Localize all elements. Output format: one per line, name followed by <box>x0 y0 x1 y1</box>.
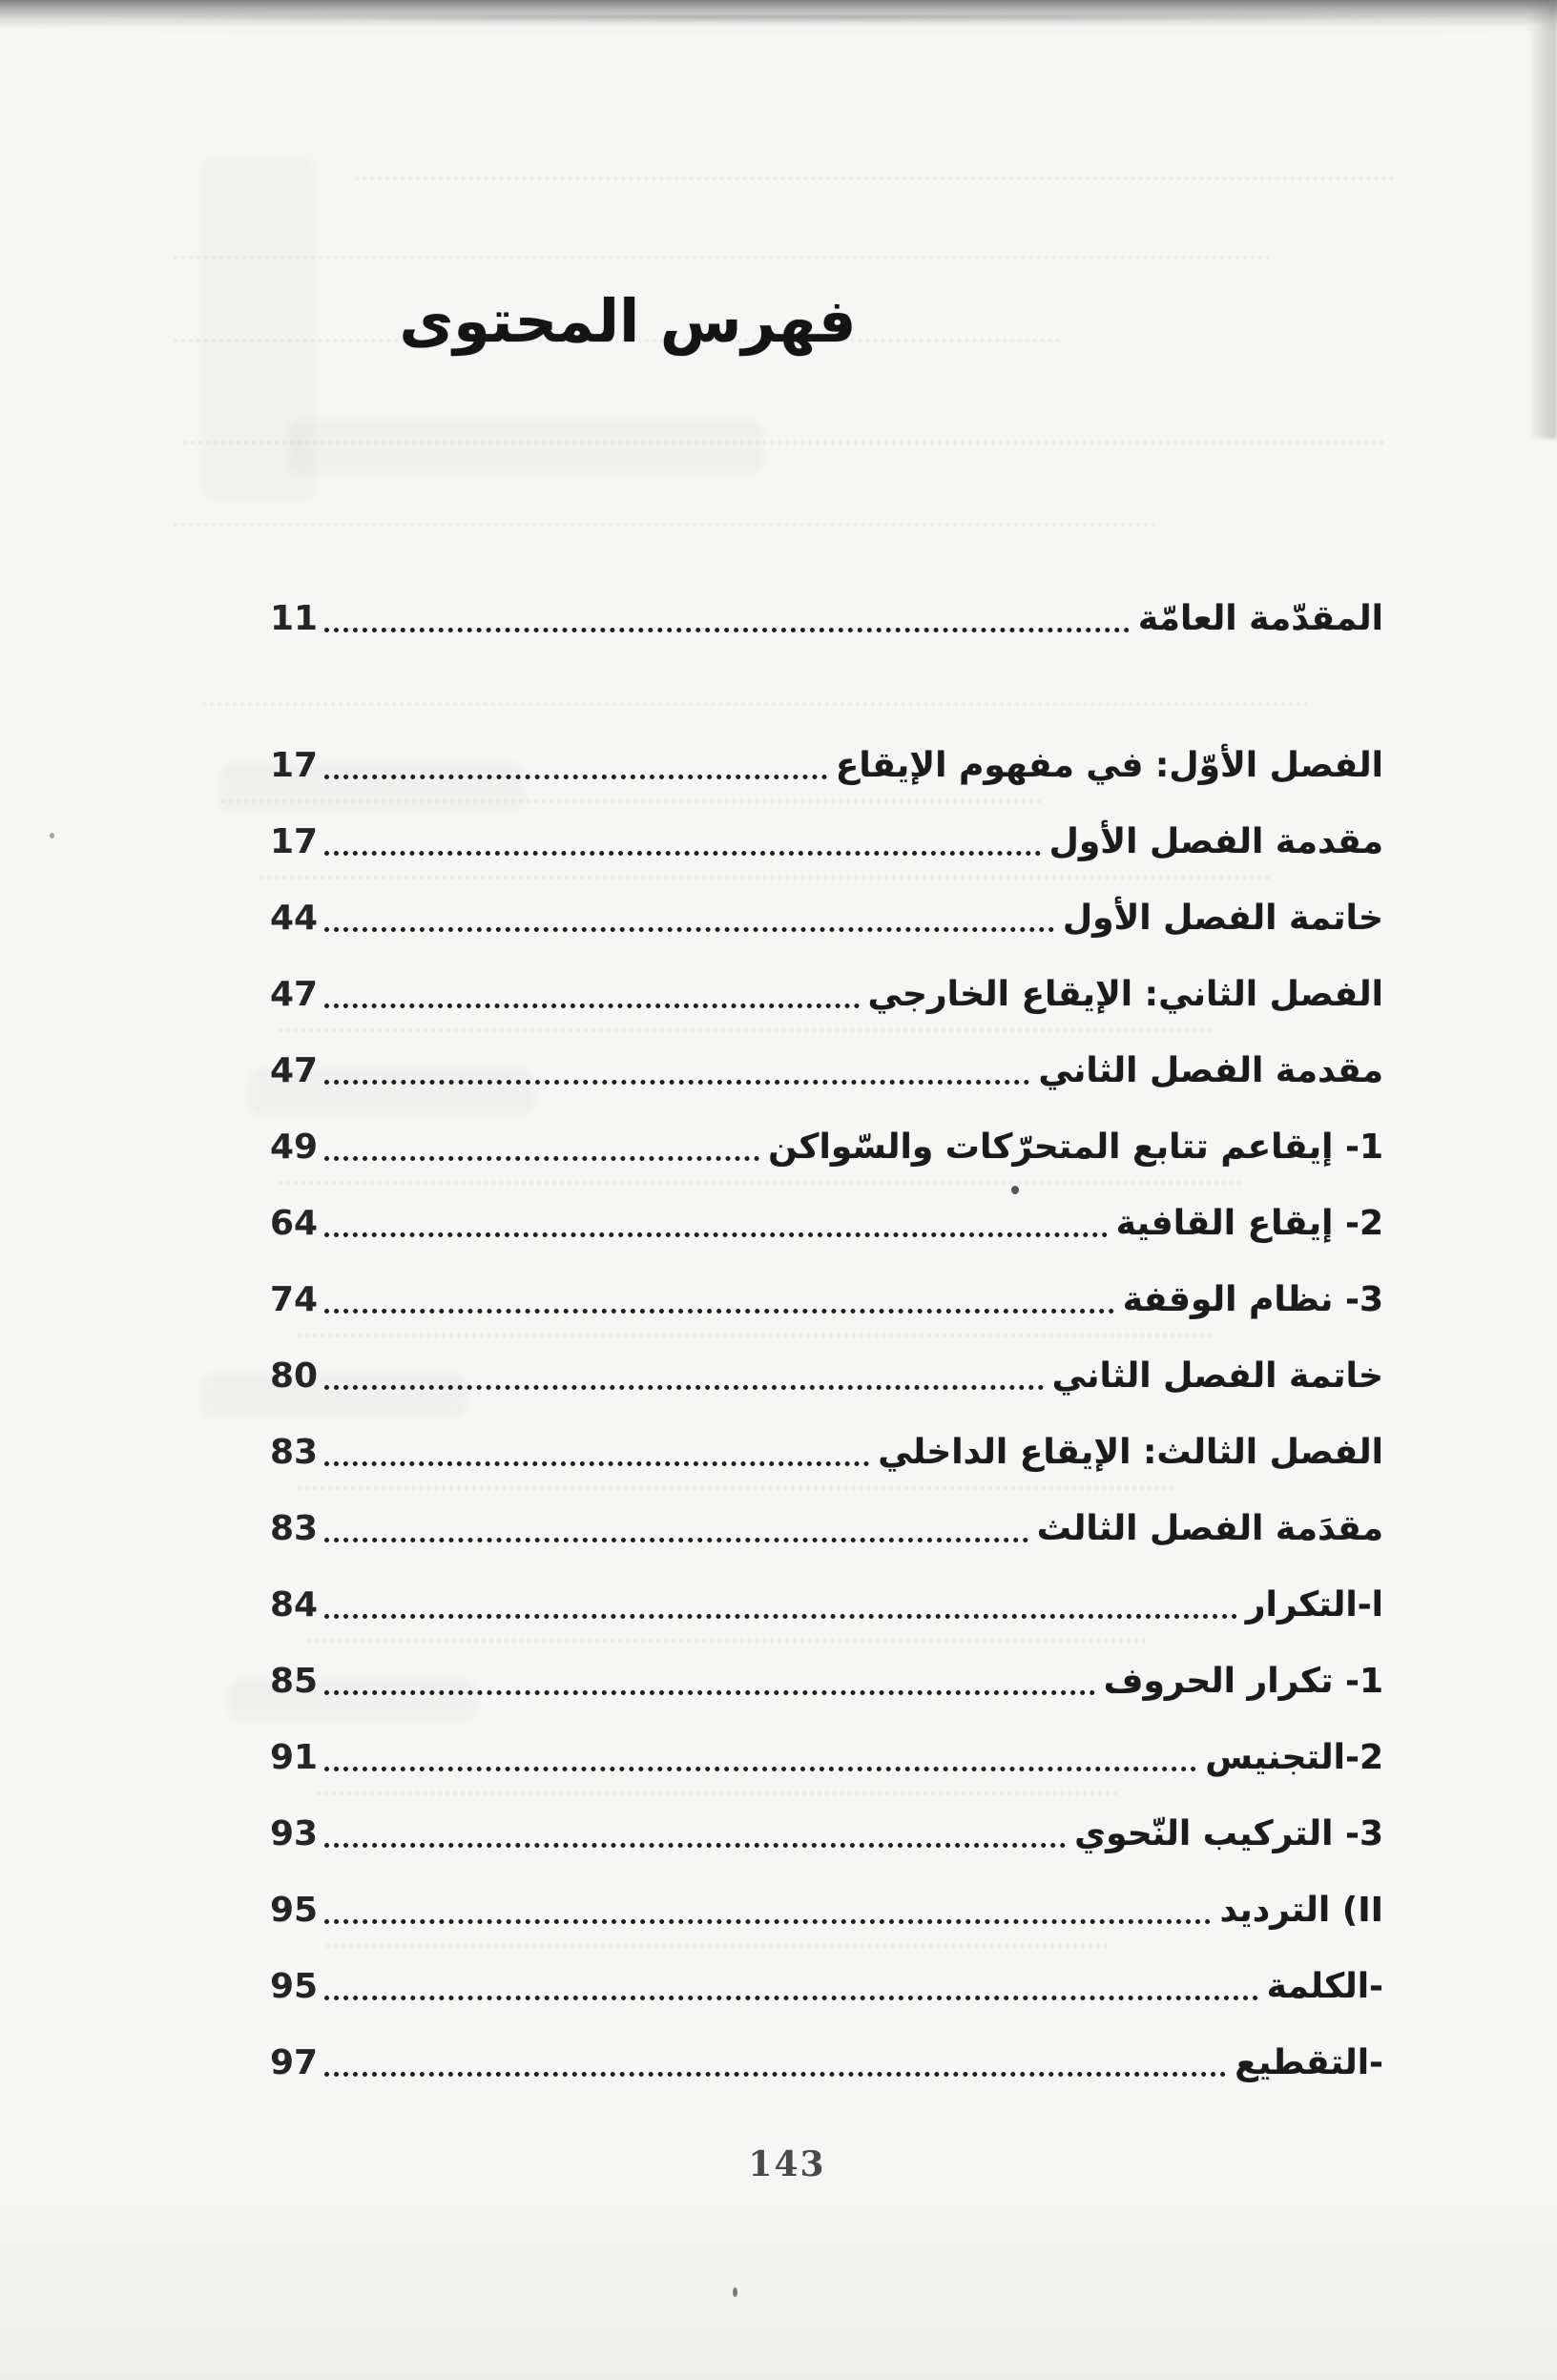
toc-entry <box>270 1719 1383 1795</box>
toc-entry <box>270 1872 1383 1948</box>
toc-entry <box>270 1185 1383 1261</box>
toc-entry-page-number: 91 <box>270 1737 319 1777</box>
leader-dots <box>324 1690 1095 1695</box>
toc-entry-label: -التقطيع <box>1235 2042 1383 2082</box>
toc-entry <box>270 1108 1383 1185</box>
bleedthrough-line <box>355 176 1395 180</box>
toc-entry-page-number: 80 <box>270 1356 319 1396</box>
toc-entry-page-number: 47 <box>270 1050 319 1090</box>
toc-entry <box>270 1414 1383 1490</box>
bleedthrough-text-smudge <box>286 420 763 475</box>
toc-entry <box>270 1643 1383 1719</box>
toc-entry-label: مقدمة الفصل الأول <box>1048 821 1383 861</box>
leader-dots <box>324 1156 759 1161</box>
leader-dots <box>324 1385 1043 1390</box>
toc-entry-page-number: 83 <box>270 1508 319 1548</box>
toc-entry <box>270 880 1383 956</box>
toc-entry <box>270 1032 1383 1108</box>
toc-entry-page-number: 93 <box>270 1813 319 1853</box>
toc-entry <box>270 1337 1383 1414</box>
leader-dots <box>324 1919 1211 1924</box>
toc-entry-page-number: 85 <box>270 1661 319 1701</box>
toc-entry-page-number: 11 <box>270 598 319 638</box>
toc-entry <box>270 580 1383 656</box>
toc-entry-label: -الكلمة <box>1266 1966 1383 2006</box>
toc-entry-page-number: 97 <box>270 2042 319 2082</box>
toc-entry-label: 2- إيقاع القافية <box>1115 1203 1383 1243</box>
ink-speck <box>733 2287 737 2297</box>
toc-entry-label: الفصل الأوّل: في مفهوم الإيقاع <box>835 745 1383 785</box>
toc-entry-page-number: 44 <box>270 898 319 938</box>
toc-entry-page-number: 47 <box>270 974 319 1014</box>
scan-edge-top-shadow <box>0 15 1557 25</box>
toc-entry-page-number: 84 <box>270 1584 319 1625</box>
toc-entry-label: المقدّمة العامّة <box>1137 598 1383 638</box>
toc-entry-page-number: 17 <box>270 745 319 785</box>
toc-entry <box>270 2024 1383 2101</box>
toc-entry-label: 2-التجنيس <box>1205 1737 1383 1777</box>
leader-dots <box>324 1461 869 1466</box>
leader-dots <box>324 927 1054 932</box>
toc-entry-label: الفصل الثالث: الإيقاع الداخلي <box>878 1432 1383 1472</box>
toc-entry-page-number: 74 <box>270 1279 319 1319</box>
page-number-footer: 143 <box>748 2144 826 2184</box>
toc-entry-label: II) الترديد <box>1219 1890 1383 1930</box>
toc-entry-page-number: 64 <box>270 1203 319 1243</box>
ink-speck <box>50 833 54 838</box>
toc-entry-label: 3- نظام الوقفة <box>1122 1279 1383 1319</box>
leader-dots <box>324 775 827 779</box>
toc-entry-label: مقدمة الفصل الثاني <box>1038 1050 1383 1090</box>
bleedthrough-line <box>174 256 1271 259</box>
toc-entry-label: 1- تكرار الحروف <box>1103 1661 1383 1701</box>
toc-entry <box>270 727 1383 803</box>
toc-entry-label: ا-التكرار <box>1245 1584 1383 1625</box>
page-title: فهرس المحتوى <box>399 286 857 356</box>
toc-entry-page-number: 95 <box>270 1966 319 2006</box>
leader-dots <box>324 628 1130 632</box>
leader-dots <box>324 1767 1196 1771</box>
toc-entry <box>270 1795 1383 1872</box>
toc-entry <box>270 803 1383 880</box>
leader-dots <box>324 2072 1226 2077</box>
toc-entry <box>270 956 1383 1032</box>
scan-edge-right-shadow <box>1528 0 1557 439</box>
leader-dots <box>324 1004 859 1008</box>
toc-entry-label: 3- التركيب النّحوي <box>1074 1813 1383 1853</box>
toc-entry <box>270 1261 1383 1337</box>
toc-entry <box>270 1490 1383 1566</box>
leader-dots <box>324 1614 1237 1619</box>
toc-entry-label: خاتمة الفصل الثاني <box>1051 1356 1383 1396</box>
leader-dots <box>324 851 1041 856</box>
leader-dots <box>324 1843 1066 1848</box>
leader-dots <box>324 1232 1108 1237</box>
leader-dots <box>324 1080 1029 1085</box>
toc-entry-page-number: 83 <box>270 1432 319 1472</box>
toc-entry-label: الفصل الثاني: الإيقاع الخارجي <box>867 974 1383 1014</box>
toc-entry-label: 1- إيقاعم تتابع المتحرّكات والسّواكن <box>768 1127 1383 1167</box>
leader-dots <box>324 1538 1028 1542</box>
leader-dots <box>324 1309 1114 1314</box>
toc-entry-page-number: 17 <box>270 821 319 861</box>
toc-list <box>270 580 1383 2101</box>
bleedthrough-line <box>174 523 1156 527</box>
toc-entry-page-number: 95 <box>270 1890 319 1930</box>
toc-entry <box>270 1566 1383 1643</box>
toc-entry-label: خاتمة الفصل الأول <box>1062 898 1383 938</box>
leader-dots <box>324 1996 1257 2000</box>
toc-entry-label: مقدَمة الفصل الثالث <box>1036 1508 1383 1548</box>
toc-entry-page-number: 49 <box>270 1127 319 1167</box>
toc-entry <box>270 1948 1383 2024</box>
